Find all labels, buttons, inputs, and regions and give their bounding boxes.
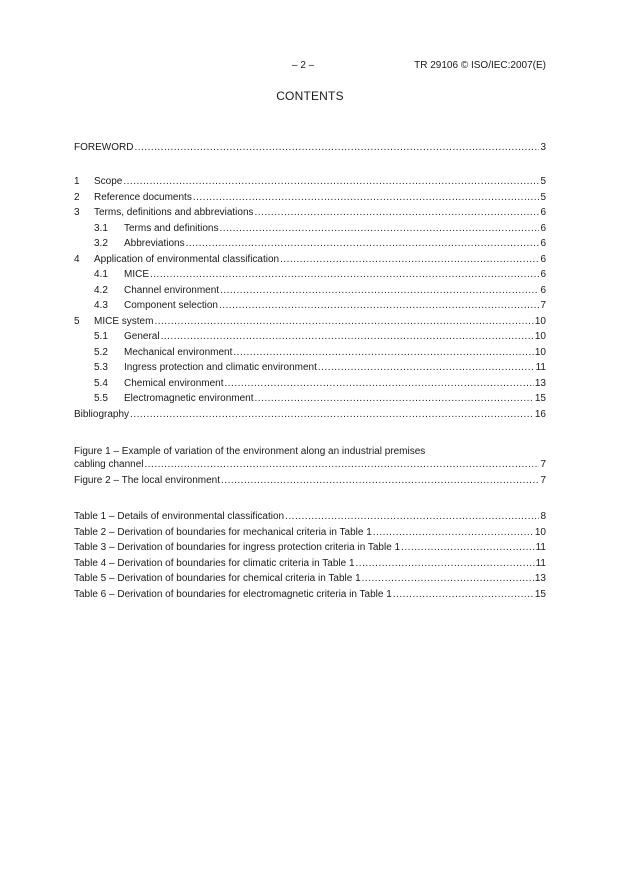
- toc-label: Terms and definitions: [124, 221, 220, 237]
- toc-page: 11: [535, 360, 546, 376]
- toc-label: MICE: [124, 267, 150, 283]
- toc-number: 5.4: [94, 377, 108, 389]
- page-number-header: – 2 –: [292, 60, 315, 71]
- toc-number: 4.2: [94, 284, 108, 296]
- toc-entry-section[interactable]: [74, 407, 546, 423]
- toc-number: 3: [74, 207, 80, 218]
- toc-entry-section[interactable]: [74, 190, 546, 206]
- toc-label: Component selection: [124, 298, 219, 314]
- toc-label: Mechanical environment: [124, 345, 233, 361]
- toc-page: 7: [539, 457, 546, 473]
- toc-page: 16: [534, 407, 546, 423]
- leader-dots: [255, 205, 540, 221]
- toc-page: 5: [539, 190, 546, 206]
- document-id-header: TR 29106 © ISO/IEC:2007(E): [414, 60, 546, 71]
- toc-page: 13: [534, 571, 546, 587]
- toc-label: FOREWORD: [74, 140, 134, 156]
- toc-entry-section[interactable]: [74, 345, 546, 361]
- toc-number: 3.2: [94, 238, 108, 249]
- toc-label: Abbreviations: [124, 236, 186, 252]
- toc-page: 8: [539, 509, 546, 525]
- toc-label: Table 3 – Derivation of boundaries for ingress protection criteria in Table 1: [74, 540, 401, 556]
- toc-label: Electromagnetic environment: [124, 391, 255, 407]
- leader-dots: [123, 174, 539, 190]
- toc-page: 11: [535, 540, 546, 556]
- toc-foreword: [74, 140, 546, 156]
- toc-page: 5: [539, 174, 546, 190]
- leader-dots: [220, 221, 540, 237]
- toc-sections: [74, 174, 546, 422]
- leader-dots: [225, 376, 534, 392]
- leader-dots: [219, 298, 539, 314]
- toc-entry-section[interactable]: [74, 221, 546, 237]
- leader-dots: [161, 329, 534, 345]
- toc-number: 4.3: [94, 300, 108, 311]
- toc-label: Ingress protection and climatic environment: [124, 360, 318, 376]
- toc-entry-section[interactable]: [74, 236, 546, 252]
- toc-entry-section[interactable]: [74, 298, 546, 314]
- toc-label: Terms, definitions and abbreviations: [94, 205, 255, 221]
- toc-label: Bibliography: [74, 407, 130, 423]
- toc-entry-foreword[interactable]: [74, 140, 546, 156]
- toc-label: Table 1 – Details of environmental classification: [74, 509, 285, 525]
- toc-number: 3.1: [94, 222, 108, 234]
- toc-entry-section[interactable]: [74, 314, 546, 330]
- toc-number: 1: [74, 176, 80, 187]
- toc-entry-section[interactable]: [74, 205, 546, 221]
- toc-entry-table[interactable]: [74, 556, 546, 572]
- leader-dots: [255, 391, 534, 407]
- toc-entry-section[interactable]: [74, 329, 546, 345]
- leader-dots: [150, 267, 539, 283]
- toc-page: 6: [539, 205, 546, 221]
- toc-entry-section[interactable]: [74, 267, 546, 283]
- leader-dots: [373, 525, 534, 541]
- toc-label: Table 4 – Derivation of boundaries for climatic criteria in Table 1: [74, 556, 356, 572]
- toc-label: MICE system: [94, 314, 154, 330]
- page-title: CONTENTS: [276, 89, 344, 103]
- toc-label: Channel environment: [124, 283, 220, 299]
- toc-page: 6: [539, 236, 546, 252]
- toc-entry-table[interactable]: [74, 571, 546, 587]
- toc-page: 15: [534, 587, 546, 603]
- toc-entry-figure-1-line1[interactable]: [74, 446, 546, 457]
- toc-page: 10: [534, 314, 546, 330]
- toc-page: 15: [534, 391, 546, 407]
- toc-entry-section[interactable]: [74, 283, 546, 299]
- leader-dots: [318, 360, 535, 376]
- toc-number: 4: [74, 253, 80, 265]
- leader-dots: [154, 314, 533, 330]
- toc-page: 10: [534, 345, 546, 361]
- toc-tables: [74, 509, 546, 602]
- toc-entry-section[interactable]: [74, 376, 546, 392]
- leader-dots: [401, 540, 535, 556]
- leader-dots: [280, 252, 539, 268]
- toc-label: Chemical environment: [124, 376, 225, 392]
- toc-entry-table[interactable]: [74, 509, 546, 525]
- toc-number: 5.2: [94, 346, 108, 358]
- toc-label: Reference documents: [94, 190, 193, 206]
- leader-dots: [186, 236, 540, 252]
- toc-entry-section[interactable]: [74, 252, 546, 268]
- leader-dots: [220, 283, 539, 299]
- toc-page: 10: [534, 329, 546, 345]
- toc-page: 7: [539, 473, 546, 489]
- toc-label: Table 6 – Derivation of boundaries for electromagnetic criteria in Table 1: [74, 587, 393, 603]
- leader-dots: [362, 571, 534, 587]
- toc-number: 5: [74, 315, 80, 327]
- toc-page: 11: [535, 556, 546, 572]
- leader-dots: [393, 587, 534, 603]
- toc-label: Figure 1 – Example of variation of the environment along an industrial premises: [74, 446, 426, 457]
- toc-page: 10: [534, 525, 546, 541]
- toc-page: 3: [539, 140, 546, 156]
- leader-dots: [285, 509, 539, 525]
- leader-dots: [130, 407, 534, 423]
- toc-page: 13: [534, 376, 546, 392]
- toc-page: 6: [539, 283, 546, 299]
- leader-dots: [134, 140, 539, 156]
- toc-number: 5.5: [94, 393, 108, 404]
- toc-label: Table 2 – Derivation of boundaries for mechanical criteria in Table 1: [74, 525, 373, 541]
- toc-page: 6: [539, 252, 546, 268]
- toc-label: Scope: [94, 174, 123, 190]
- toc-number: 5.1: [94, 331, 108, 342]
- toc-page: 6: [539, 267, 546, 283]
- toc-entry-figure-1[interactable]: [74, 457, 546, 473]
- toc-figures: [74, 446, 546, 488]
- toc-label: cabling channel: [74, 457, 145, 473]
- toc-label: Table 5 – Derivation of boundaries for chemical criteria in Table 1: [74, 571, 362, 587]
- toc-entry-table[interactable]: [74, 540, 546, 556]
- toc-page: 6: [539, 221, 546, 237]
- leader-dots: [221, 473, 539, 489]
- toc-label: Application of environmental classification: [94, 252, 280, 268]
- toc-entry-section[interactable]: [74, 360, 546, 376]
- toc-number: 5.3: [94, 362, 108, 373]
- leader-dots: [356, 556, 535, 572]
- leader-dots: [145, 457, 540, 473]
- toc-entry-figure-2[interactable]: [74, 473, 546, 489]
- toc-number: 4.1: [94, 269, 108, 280]
- toc-label: General: [124, 329, 161, 345]
- toc-entry-table[interactable]: [74, 587, 546, 603]
- toc-number: 2: [74, 191, 80, 203]
- toc-label: Figure 2 – The local environment: [74, 473, 221, 489]
- toc-entry-section[interactable]: [74, 391, 546, 407]
- leader-dots: [233, 345, 533, 361]
- toc-page: 7: [539, 298, 546, 314]
- toc-entry-section[interactable]: [74, 174, 546, 190]
- toc-entry-table[interactable]: [74, 525, 546, 541]
- leader-dots: [193, 190, 540, 206]
